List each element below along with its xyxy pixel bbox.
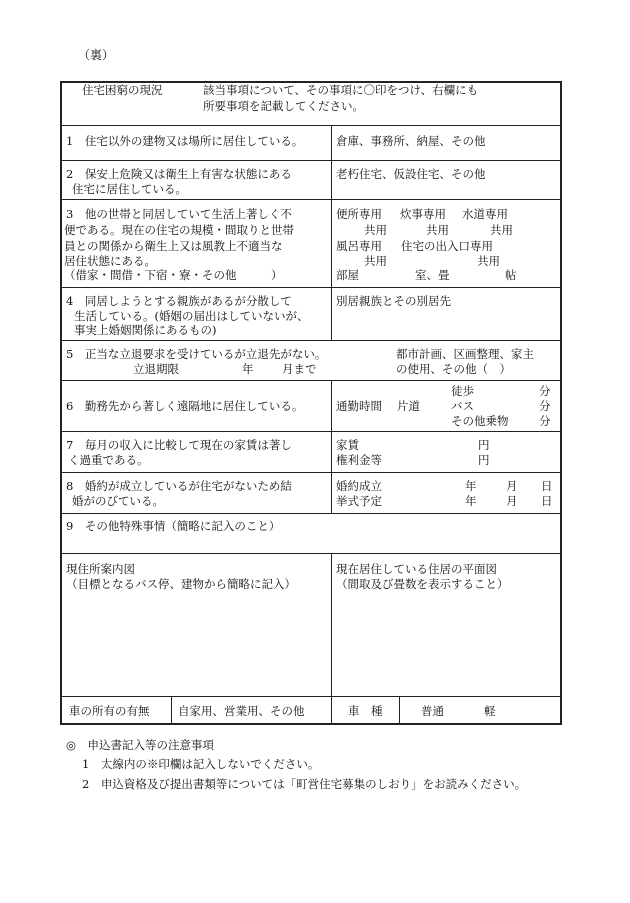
entrance-shared[interactable]: 共用 [477,254,500,268]
column-divider [331,553,332,724]
column-divider [331,380,332,513]
condition-2-options[interactable]: 老朽住宅、仮設住宅、その他 [336,167,486,181]
column-divider [399,696,400,724]
row-divider [61,199,561,200]
condition-4-label: 4 同居しようとする親族があるが分散して [66,294,292,308]
condition-1-options[interactable]: 倉庫、事務所、納屋、その他 [336,134,486,148]
row-divider [61,287,561,288]
row-divider [61,431,561,432]
eviction-reason-options[interactable]: の使用、その他（ ） [396,362,511,376]
minutes-unit: 分 [539,414,551,428]
water-shared[interactable]: 共用 [490,223,513,237]
rent-label: 家賃 [336,438,359,452]
instruction-line: 該当事項について、その事項に〇印をつけ、右欄にも [203,83,479,97]
car-type-label: 車 種 [348,704,383,718]
location-map-area[interactable] [66,598,326,692]
other-vehicle-option[interactable]: その他乗物 [451,414,509,428]
column-divider [171,696,172,724]
row-divider [61,160,561,161]
yen-unit: 円 [478,453,490,467]
note-item: 1 太線内の※印欄は記入しないでください。 [82,757,320,771]
toilet-shared[interactable]: 共用 [364,223,387,237]
condition-4-label: 事実上婚姻関係にあるもの) [74,323,217,337]
kitchen-private[interactable]: 炊事専用 [400,207,446,221]
minutes-unit: 分 [539,384,551,398]
floor-plan-title: 現在居住している住居の平面図 [336,562,497,576]
one-way-label: 片道 [397,399,420,413]
toilet-private[interactable]: 便所専用 [336,207,382,221]
year-unit: 年 [465,494,477,508]
note-item: 2 申込資格及び提出書類等については「町営住宅募集のしおり」をお読みください。 [82,777,527,791]
bath-private[interactable]: 風呂専用 [336,239,382,253]
separated-family-field[interactable]: 別居親族とその別居先 [336,294,451,308]
condition-3-label: 3 他の世帯と同居していて生活上著しく不 [66,207,292,221]
column-divider [331,125,332,340]
car-ownership-label: 車の所有の有無 [69,704,150,718]
month-unit: 月 [506,494,518,508]
condition-6-label: 6 勤務先から著しく遠隔地に居住している。 [66,399,304,413]
walk-option[interactable]: 徒歩 [451,384,474,398]
condition-3-label: 居住状態にある。 [64,254,156,268]
row-divider [61,340,561,341]
condition-2-label: 2 保安上危険又は衛生上有害な状態にある [66,167,292,181]
key-money-label: 権利金等 [336,453,382,467]
year-unit: 年 [465,479,477,493]
row-divider [61,472,561,473]
row-divider [61,513,561,514]
condition-3-label: 員との関係から衛生上又は風教上不適当な [64,239,283,253]
engagement-date-label: 婚約成立 [336,479,382,493]
month-unit: 月 [506,479,518,493]
location-map-note: （目標となるバス停、建物から簡略に記入） [66,577,296,591]
eviction-deadline-label: 立退期限 [133,362,179,376]
day-unit: 日 [541,479,553,493]
condition-2-label: 住宅に居住している。 [72,182,187,196]
day-unit: 日 [541,494,553,508]
year-unit: 年 [242,362,254,376]
floor-plan-note: （間取及び畳数を表示すること） [336,577,509,591]
location-map-title: 現住所案内図 [66,562,135,576]
tatami-unit: 帖 [505,268,517,282]
room-label: 部屋 [336,268,359,282]
month-until-unit: 月まで [282,362,317,376]
condition-3-label: 便である。現在の住宅の規模・間取りと世帯 [64,223,294,237]
row-divider [61,125,561,126]
section-title: 住宅困窮の現況 [82,83,163,97]
entrance-private[interactable]: 住宅の出入口専用 [401,239,493,253]
row-divider [61,696,561,697]
eviction-reason-options[interactable]: 都市計画、区画整理、家主 [396,347,534,361]
wedding-date-label: 挙式予定 [336,494,382,508]
kitchen-shared[interactable]: 共用 [426,223,449,237]
page-side-label: （裏） [78,48,115,62]
yen-unit: 円 [478,438,490,452]
condition-8-label: 婚がのびている。 [72,494,164,508]
condition-7-label: 7 毎月の収入に比較して現在の家賃は著し [66,438,292,452]
bus-option[interactable]: バス [451,399,474,413]
condition-8-label: 8 婚約が成立しているが住宅がないため結 [66,479,292,493]
car-type-normal[interactable]: 普通 [421,704,444,718]
condition-5-label: 5 正当な立退要求を受けているが立退先がない。 [66,347,327,361]
row-divider [61,380,561,381]
minutes-unit: 分 [539,399,551,413]
condition-9-label: 9 その他特殊事情（簡略に記入のこと） [66,519,281,533]
water-private[interactable]: 水道専用 [462,207,508,221]
condition-3-housing-type[interactable]: （借家・間借・下宿・寮・その他 ） [64,268,283,282]
floor-plan-area[interactable] [336,598,556,692]
instruction-line: 所要事項を記載してください。 [203,99,364,113]
bath-shared[interactable]: 共用 [364,254,387,268]
condition-4-label: 生活している。(婚姻の届出はしていないが、 [74,309,309,323]
notes-title: ◎ 申込書記入等の注意事項 [66,738,215,752]
car-usage-options[interactable]: 自家用、営業用、その他 [178,704,305,718]
condition-1-label: 1 住宅以外の建物又は場所に居住している。 [66,134,304,148]
condition-7-label: く過重である。 [68,453,149,467]
car-type-light[interactable]: 軽 [484,704,496,718]
row-divider [61,553,561,554]
room-count-unit: 室、畳 [415,268,450,282]
commute-time-label: 通勤時間 [336,399,382,413]
